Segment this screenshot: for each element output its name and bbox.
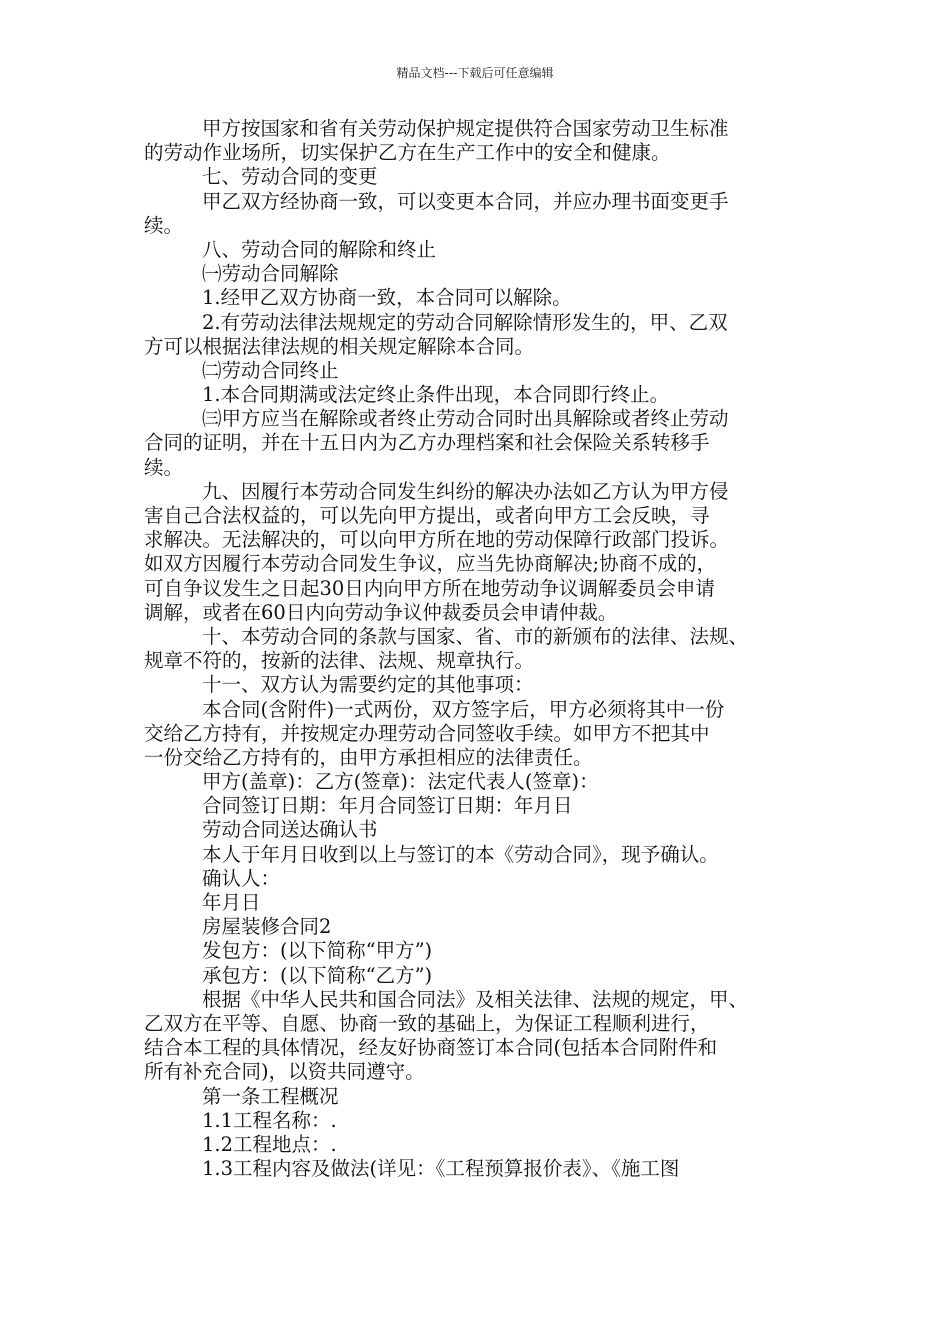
- text-line: 1.2工程地点：.: [202, 1132, 337, 1156]
- text-line: 调解，或者在60日内向劳动争议仲裁委员会申请仲裁。: [144, 600, 618, 624]
- text-line: 2.有劳动法律法规规定的劳动合同解除情形发生的，甲、乙双: [202, 310, 728, 334]
- text-line: 的劳动作业场所，切实保护乙方在生产工作中的安全和健康。: [144, 141, 671, 165]
- text-line: 乙双方在平等、自愿、协商一致的基础上，为保证工程顺利进行，: [144, 1011, 710, 1035]
- text-line: 交给乙方持有，并按规定办理劳动合同签收手续。如甲方不把其中: [144, 721, 710, 745]
- text-line: 1.1工程名称：.: [202, 1108, 337, 1132]
- text-line: 害自己合法权益的，可以先向甲方提出，或者向甲方工会反映，寻: [144, 504, 710, 527]
- text-line: 一份交给乙方持有的，由甲方承担相应的法律责任。: [144, 745, 593, 769]
- text-line: 1.经甲乙双方协商一致，本合同可以解除。: [202, 286, 572, 310]
- text-line: 七、劳动合同的变更: [202, 165, 378, 189]
- text-line: 本人于年月日收到以上与签订的本《劳动合同》，现予确认。: [202, 842, 719, 866]
- text-line: 九、因履行本劳动合同发生纠纷的解决办法如乙方认为甲方侵: [202, 479, 729, 503]
- text-line: 结合本工程的具体情况，经友好协商签订本合同(包括本合同附件和: [144, 1036, 718, 1060]
- text-line: 八、劳动合同的解除和终止: [202, 237, 437, 261]
- text-line: 1.3工程内容及做法(详见：《工程预算报价表》、《施工图: [202, 1157, 680, 1181]
- text-line: 年月日: [202, 891, 261, 914]
- text-line: ㈡劳动合同终止: [202, 358, 339, 382]
- text-line: 劳动合同送达确认书: [202, 818, 378, 842]
- page-header: 精品文档---下载后可任意编辑: [396, 66, 554, 80]
- text-line: 甲方按国家和省有关劳动保护规定提供符合国家劳动卫生标准: [202, 117, 729, 140]
- text-line: 可自争议发生之日起30日内向甲方所在地劳动争议调解委员会申请: [144, 576, 715, 600]
- text-line: ㈠劳动合同解除: [202, 262, 339, 286]
- text-line: 方可以根据法律法规的相关规定解除本合同。: [144, 334, 535, 358]
- text-line: 确认人：: [202, 866, 281, 890]
- text-line: 续。: [144, 213, 184, 237]
- text-line: 承包方：(以下简称“乙方”): [202, 963, 433, 987]
- text-line: 本合同(含附件)一式两份，双方签字后，甲方必须将其中一份: [202, 697, 725, 721]
- text-line: 甲乙双方经协商一致，可以变更本合同，并应办理书面变更手: [202, 189, 729, 213]
- text-line: ㈢甲方应当在解除或者终止劳动合同时出具解除或者终止劳动: [202, 407, 729, 431]
- text-line: 十一、双方认为需要约定的其他事项：: [202, 673, 534, 697]
- text-line: 根据《中华人民共和国合同法》及相关法律、法规的规定，甲、: [202, 987, 749, 1011]
- text-line: 所有补充合同)，以资共同遵守。: [144, 1060, 425, 1084]
- text-line: 续。: [144, 455, 184, 479]
- text-line: 甲方(盖章)：乙方(签章)：法定代表人(签章)：: [202, 770, 599, 794]
- text-line: 第一条工程概况: [202, 1084, 339, 1108]
- text-line: 发包方：(以下简称“甲方”): [202, 939, 433, 963]
- text-line: 十、本劳动合同的条款与国家、省、市的新颁布的法律、法规、: [202, 624, 749, 648]
- text-line: 合同的证明，并在十五日内为乙方办理档案和社会保险关系转移手: [144, 431, 710, 455]
- text-line: 房屋装修合同2: [202, 915, 332, 939]
- text-line: 1.本合同期满或法定终止条件出现，本合同即行终止。: [202, 383, 670, 407]
- text-line: 求解决。无法解决的，可以向甲方所在地的劳动保障行政部门投诉。: [144, 528, 730, 552]
- text-line: 规章不符的，按新的法律、法规、规章执行。: [144, 649, 535, 673]
- text-line: 合同签订日期：年月合同签订日期：年月日: [202, 794, 573, 818]
- document-body: [144, 117, 812, 1181]
- text-line: 如双方因履行本劳动合同发生争议，应当先协商解决;协商不成的，: [144, 552, 717, 576]
